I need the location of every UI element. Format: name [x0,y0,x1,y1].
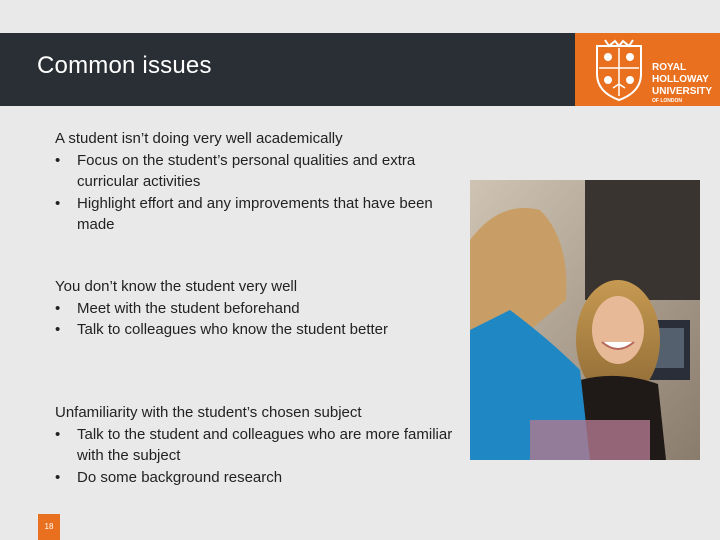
bullet-text: Talk to the student and colleagues who are more familiar with the subject [77,425,453,464]
bullet-icon: • [55,151,61,169]
issue-heading: A student isn’t doing very well academically [55,130,343,147]
issue-heading: You don’t know the student very well [55,278,298,295]
crest-icon [591,38,647,102]
bullet-icon: • [55,321,61,338]
bullet-item [55,193,455,236]
slide-title: Common issues [37,52,212,79]
bullet-text: Talk to colleagues who know the student better [77,321,389,338]
bullet-icon: • [55,468,61,486]
logo-wordmark [652,62,712,105]
issue-block-unfamiliar-student [55,276,455,341]
logo-line-2: HOLLOWAY [652,74,709,85]
bullet-item [55,467,455,489]
students-photo [470,180,700,460]
logo-line-4: OF LONDON [652,98,682,104]
bullet-text: Meet with the student beforehand [77,299,300,317]
logo-line-3: UNIVERSITY [652,86,713,97]
page-number: 18 [38,514,60,540]
bullet-text: Highlight effort and any improvements that have been made [77,194,433,233]
bullet-item [55,298,455,320]
bullet-item [55,424,455,467]
issue-heading: Unfamiliarity with the student’s chosen subject [55,404,362,421]
logo-line-1: ROYAL [652,62,687,73]
bullet-icon: • [55,299,61,317]
bullet-item [55,319,455,341]
bullet-icon: • [55,194,61,212]
issue-block-subject [55,402,455,488]
bullet-text: Do some background research [77,468,283,486]
bullet-text: Focus on the student’s personal qualities and extra curricular activities [77,151,416,190]
issue-block-academic [55,128,455,236]
bullet-icon: • [55,425,61,443]
bullet-item [55,150,455,193]
